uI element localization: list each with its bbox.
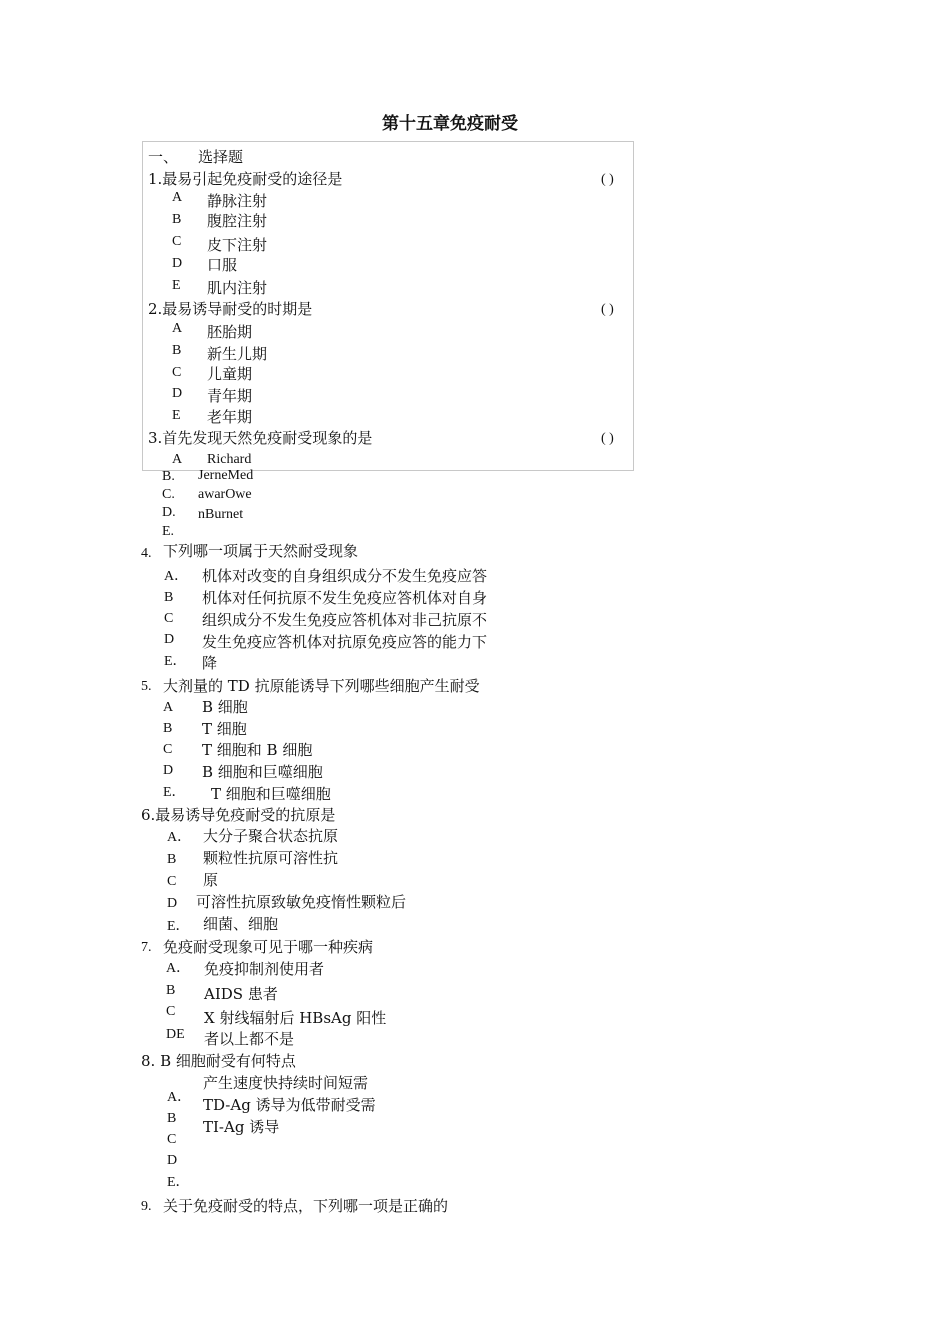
option-letter: B xyxy=(167,1111,177,1126)
option-text-line: 者以上都不是 xyxy=(204,1030,295,1048)
option-letter: C xyxy=(163,742,173,757)
option-text: T 细胞和 B 细胞 xyxy=(202,741,313,759)
option-letter: A xyxy=(172,190,183,205)
option-letter: A． xyxy=(166,961,191,976)
option-letter: D xyxy=(167,896,178,911)
section-label: 选择题 xyxy=(198,148,244,166)
page-title: 第十五章免疫耐受 xyxy=(382,114,518,134)
option-letter: E． xyxy=(164,654,187,669)
option-text: 新生儿期 xyxy=(207,345,268,363)
option-text: B 细胞 xyxy=(202,698,248,716)
option-letter: D xyxy=(172,386,183,401)
option-letter: A xyxy=(172,321,183,336)
question-3-stem: 3.首先发现天然免疫耐受现象的是 xyxy=(148,429,373,447)
question-4-stem: 下列哪一项属于天然耐受现象 xyxy=(163,542,359,560)
option-text: awarOwe xyxy=(198,487,252,502)
question-8-stem: 8. B 细胞耐受有何特点 xyxy=(141,1052,296,1070)
option-text-line: 机体对改变的自身组织成分不发生免疫应答 xyxy=(202,567,488,585)
option-text-line: 产生速度快持续时间短需 xyxy=(203,1074,369,1092)
question-2-answer-blank: ( ) xyxy=(601,302,614,317)
question-9-stem: 关于免疫耐受的特点，下列哪一项是正确的 xyxy=(163,1197,449,1215)
option-text-line: TD-Ag 诱导为低带耐受需 xyxy=(203,1096,376,1114)
question-2-stem: 2.最易诱导耐受的时期是 xyxy=(148,300,313,318)
option-letter: D xyxy=(163,763,174,778)
option-text: 胚胎期 xyxy=(207,323,253,341)
option-text: nBurnet xyxy=(198,507,244,522)
option-text-line: X 射线辐射后 HBsAg 阳性 xyxy=(204,1009,387,1027)
question-3-answer-blank: ( ) xyxy=(601,431,614,446)
question-1-answer-blank: ( ) xyxy=(601,172,614,187)
option-text-line: 降 xyxy=(202,654,218,672)
option-letter: E xyxy=(172,408,181,423)
option-text-line: 免疫抑制剂使用者 xyxy=(204,960,325,978)
option-text: B 细胞和巨噬细胞 xyxy=(202,763,323,781)
option-text-line: 发生免疫应答机体对抗原免疫应答的能力下 xyxy=(202,633,488,651)
option-text: JerneMed xyxy=(198,468,254,483)
option-text-line: 原 xyxy=(203,871,219,889)
option-text: 腹腔注射 xyxy=(207,212,268,230)
question-5-number: 5. xyxy=(141,679,152,694)
option-letter: C xyxy=(167,874,177,889)
option-text-line: 组织成分不发生免疫应答机体对非己抗原不 xyxy=(202,611,488,629)
option-letter: D xyxy=(167,1153,178,1168)
section-number: 一、 xyxy=(148,148,179,166)
option-letter: B xyxy=(172,212,182,227)
option-text-line: 颗粒性抗原可溶性抗 xyxy=(203,849,339,867)
option-text: 儿童期 xyxy=(207,365,253,383)
option-text: 皮下注射 xyxy=(207,236,268,254)
option-text-line: AIDS 患者 xyxy=(204,985,278,1003)
option-letter: B. xyxy=(162,469,175,484)
option-letter: A xyxy=(163,700,174,715)
option-letter: B xyxy=(166,983,176,998)
option-letter: B xyxy=(164,590,174,605)
option-letter: A． xyxy=(167,830,192,845)
question-4-number: 4. xyxy=(141,546,152,561)
option-letter: C xyxy=(167,1132,177,1147)
option-text: 静脉注射 xyxy=(207,192,268,210)
option-letter: E． xyxy=(163,785,186,800)
option-letter: D xyxy=(164,632,175,647)
option-letter: E xyxy=(172,278,181,293)
option-letter: B xyxy=(163,721,173,736)
option-letter: E. xyxy=(162,524,175,539)
option-text-line: 大分子聚合状态抗原 xyxy=(203,827,339,845)
option-text: 老年期 xyxy=(207,408,253,426)
option-text: Richard xyxy=(207,452,252,467)
option-letter: B xyxy=(167,852,177,867)
option-letter: B xyxy=(172,343,182,358)
option-letter: A． xyxy=(164,569,189,584)
option-letter: C xyxy=(166,1004,176,1019)
option-letter: D. xyxy=(162,505,176,520)
question-7-stem: 免疫耐受现象可见于哪一种疾病 xyxy=(163,938,374,956)
option-text-line: 细菌、细胞 xyxy=(203,915,279,933)
option-text-line: 可溶性抗原致敏免疫惰性颗粒后 xyxy=(196,893,407,911)
option-text: T 细胞 xyxy=(202,720,247,738)
option-text-line: TI-Ag 诱导 xyxy=(203,1118,280,1136)
question-1-stem: 1.最易引起免疫耐受的途径是 xyxy=(148,170,343,188)
option-letter: A xyxy=(172,452,183,467)
option-letter: C xyxy=(172,365,182,380)
option-text: 口服 xyxy=(207,256,238,274)
question-7-number: 7. xyxy=(141,940,152,955)
option-letter: E． xyxy=(167,919,190,934)
option-letter: C. xyxy=(162,487,175,502)
option-text: T 细胞和巨噬细胞 xyxy=(211,785,331,803)
question-5-stem: 大剂量的 TD 抗原能诱导下列哪些细胞产生耐受 xyxy=(163,677,480,695)
option-text: 肌内注射 xyxy=(207,279,268,297)
option-letter: A． xyxy=(167,1090,192,1105)
option-letter: D xyxy=(172,256,183,271)
option-letter: DE xyxy=(166,1027,185,1042)
option-text: 青年期 xyxy=(207,387,253,405)
question-9-number: 9. xyxy=(141,1199,152,1214)
option-text-line: 机体对任何抗原不发生免疫应答机体对自身 xyxy=(202,589,488,607)
option-letter: E． xyxy=(167,1175,190,1190)
option-letter: C xyxy=(164,611,174,626)
question-6-stem: 6.最易诱导免疫耐受的抗原是 xyxy=(141,806,336,824)
option-letter: C xyxy=(172,234,182,249)
